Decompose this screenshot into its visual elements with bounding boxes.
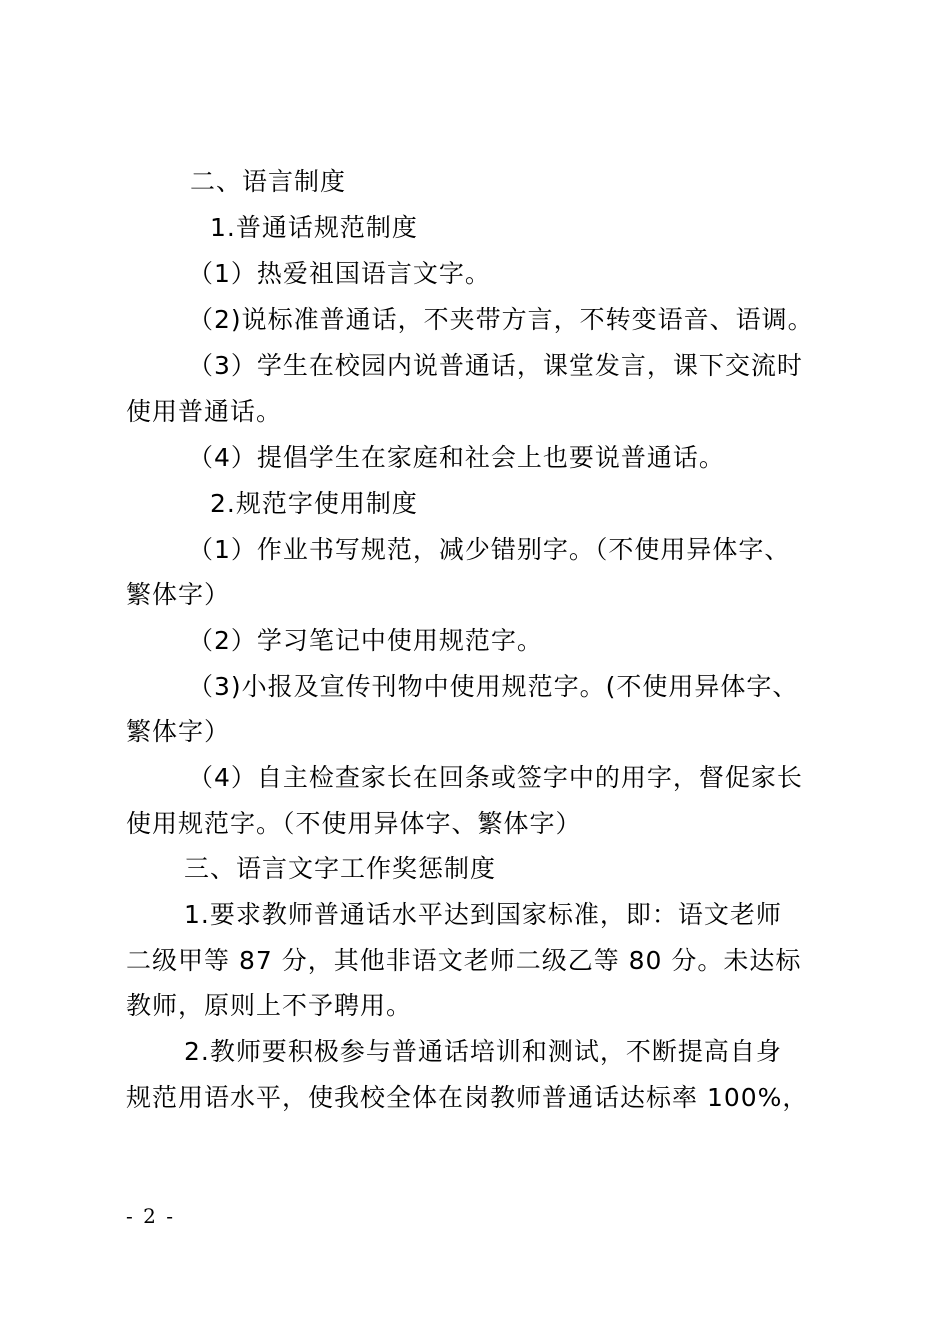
paragraph-line: 教师，原则上不予聘用。: [126, 991, 413, 1020]
paragraph-line: （2）学习笔记中使用规范字。: [188, 626, 543, 655]
paragraph-line: （1）作业书写规范，减少错别字。（不使用异体字、: [188, 535, 791, 564]
paragraph-line: （3)小报及宣传刊物中使用规范字。(不使用异体字、: [188, 672, 799, 701]
subheading-mandarin-norms: 1.普通话规范制度: [210, 213, 418, 242]
paragraph-line: （3）学生在校园内说普通话，课堂发言，课下交流时: [188, 351, 803, 380]
paragraph-line: 规范用语水平，使我校全体在岗教师普通话达标率 100%，: [126, 1083, 809, 1112]
paragraph-line: 繁体字）: [126, 580, 231, 609]
section-heading-language-system: 二、语言制度: [190, 167, 347, 196]
paragraph-line: （4）提倡学生在家庭和社会上也要说普通话。: [188, 443, 725, 472]
section-heading-rewards-penalties: 三、语言文字工作奖惩制度: [184, 854, 497, 883]
paragraph-line: （4）自主检查家长在回条或签字中的用字，督促家长: [188, 763, 803, 792]
paragraph-line: 2.教师要积极参与普通话培训和测试，不断提高自身: [184, 1037, 782, 1066]
paragraph-line: 繁体字）: [126, 717, 231, 746]
paragraph-line: （2)说标准普通话，不夹带方言，不转变语音、语调。: [188, 305, 814, 334]
paragraph-line: （1）热爱祖国语言文字。: [188, 259, 491, 288]
paragraph-line: 二级甲等 87 分，其他非语文老师二级乙等 80 分。未达标: [126, 946, 802, 975]
subheading-standard-characters: 2.规范字使用制度: [210, 489, 418, 518]
paragraph-line: 1.要求教师普通话水平达到国家标准，即：语文老师: [184, 900, 782, 929]
paragraph-line: 使用规范字。（不使用异体字、繁体字）: [126, 809, 582, 838]
paragraph-line: 使用普通话。: [126, 397, 283, 426]
page-number: - 2 -: [126, 1204, 175, 1228]
